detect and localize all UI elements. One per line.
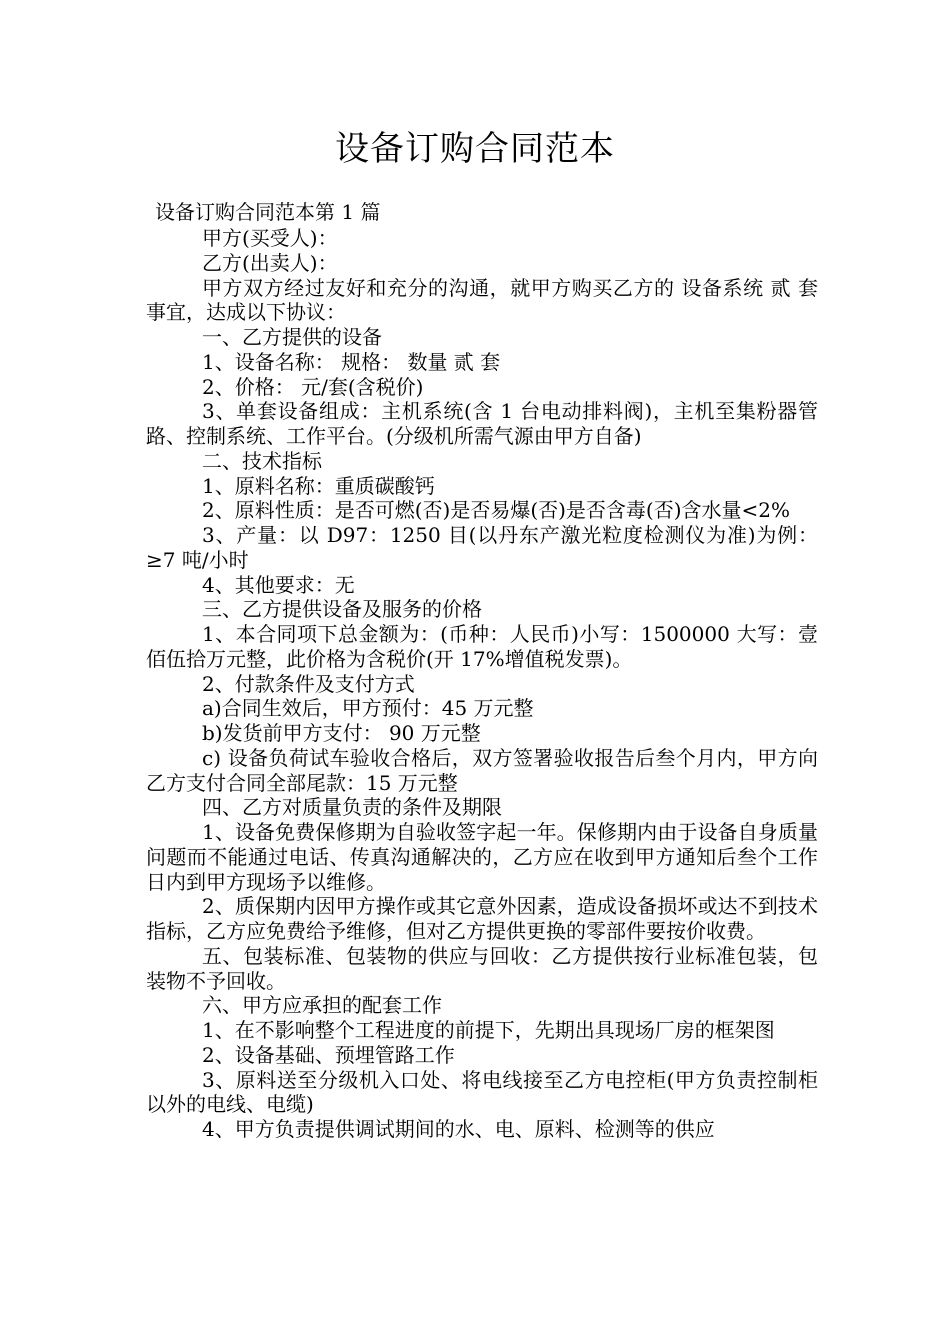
paragraph-duty-1: 1、在不影响整个工程进度的前提下，先期出具现场厂房的框架图 (202, 1018, 775, 1042)
paragraph-total-amount: 1、本合同项下总金额为：(币种：人民币)小写：1500000 大写：壹佰伍拾万元整，此价格为含税价(开 17%增值税发票)。 (146, 622, 818, 671)
paragraph-other-requirements: 4、其他要求：无 (202, 572, 355, 597)
paragraph-price: 2、价格： 元/套(含税价) (202, 374, 424, 399)
heading-technical: 二、技术指标 (202, 448, 322, 473)
heading-pricing: 三、乙方提供设备及服务的价格 (202, 597, 482, 622)
paragraph-composition: 3、单套设备组成：主机系统(含 1 台电动排料阀)，主机至集粉器管路、控制系统、工作平台。(分级机所需气源由甲方自备) (146, 399, 818, 448)
paragraph-material-name: 1、原料名称：重质碳酸钙 (202, 473, 435, 498)
paragraph-payment-a: a)合同生效后，甲方预付：45 万元整 (202, 696, 534, 721)
paragraph-payment-b: b)发货前甲方支付： 90 万元整 (202, 721, 481, 745)
paragraph-warranty-exceptions: 2、质保期内因甲方操作或其它意外因素，造成设备损坏或达不到技术指标，乙方应免费给予维修，但对乙方提供更换的零部件要按价收费。 (146, 894, 818, 943)
paragraph-duty-2: 2、设备基础、预埋管路工作 (202, 1042, 455, 1067)
paragraph-packaging: 五、包装标准、包装物的供应与回收：乙方提供按行业标准包装，包装物不予回收。 (146, 943, 818, 993)
heading-equipment: 一、乙方提供的设备 (202, 325, 382, 349)
paragraph-warranty: 1、设备免费保修期为自验收签字起一年。保修期内由于设备自身质量问题而不能通过电话、传真沟通解决的，乙方应在收到甲方通知后叁个工作日内到甲方现场予以维修。 (146, 820, 818, 894)
paragraph-material-properties: 2、原料性质：是否可燃(否)是否易爆(否)是否含毒(否)含水量<2% (202, 498, 791, 523)
paragraph-duty-3: 3、原料送至分级机入口处、将电线接至乙方电控柜(甲方负责控制柜以外的电线、电缆) (146, 1067, 818, 1117)
paragraph-payment-terms: 2、付款条件及支付方式 (202, 671, 415, 696)
paragraph-output: 3、产量：以 D97：1250 目(以丹东产激光粒度检测仪为准)为例：≥7 吨/小时 (146, 523, 818, 572)
heading-quality: 四、乙方对质量负责的条件及期限 (202, 795, 502, 820)
heading-party-a-duties: 六、甲方应承担的配套工作 (202, 993, 442, 1018)
document-title: 设备订购合同范本 (335, 129, 615, 169)
paragraph-equipment-name: 1、设备名称： 规格： 数量 贰 套 (202, 349, 501, 374)
paragraph-intro: 甲方双方经过友好和充分的沟通，就甲方购买乙方的 设备系统 贰 套事宜，达成以下协议： (146, 275, 818, 325)
paragraph-party-b: 乙方(出卖人)： (202, 250, 338, 275)
section-heading: 设备订购合同范本第 1 篇 (155, 200, 381, 224)
paragraph-party-a: 甲方(买受人)： (202, 226, 338, 250)
paragraph-duty-4: 4、甲方负责提供调试期间的水、电、原料、检测等的供应 (202, 1117, 715, 1141)
paragraph-payment-c: c) 设备负荷试车验收合格后，双方签署验收报告后叁个月内，甲方向乙方支付合同全部尾款：15 万元整 (146, 745, 818, 795)
contract-body (146, 226, 818, 1142)
